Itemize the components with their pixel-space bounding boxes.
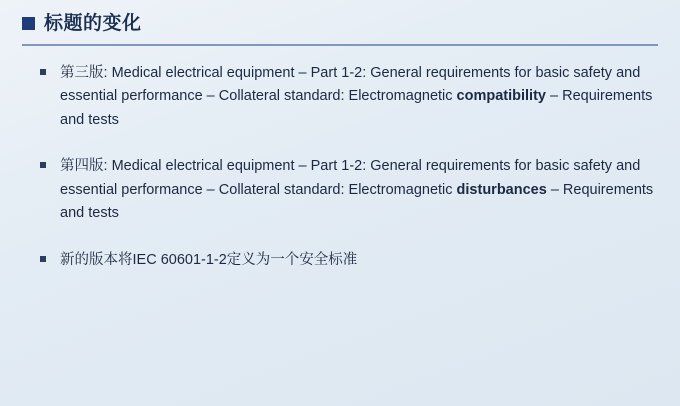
list-item-lead: 第三版: <box>60 65 112 81</box>
list-item-text <box>60 249 662 272</box>
bullet-list <box>40 62 662 295</box>
list-item-body-b: – Requirements and tests <box>60 181 654 222</box>
square-bullet-icon <box>40 69 46 75</box>
slide-title-row <box>22 14 142 33</box>
list-item <box>40 249 662 272</box>
list-item-lead: 第四版: <box>60 158 112 175</box>
square-bullet-icon <box>40 256 46 262</box>
list-item-emphasis: disturbances <box>456 181 547 198</box>
list-item-body-a: Medical electrical equipment – Part 1-2: General requirements for basic safety and essential performance – Collateral standard: Electromagnetic <box>60 65 641 105</box>
list-item-emphasis: compatibility <box>456 88 546 105</box>
list-item-body-a: Medical electrical equipment – Part 1-2: General requirements for basic safety and essential performance – Collateral standard: Electromagnetic <box>60 158 641 198</box>
title-divider <box>22 44 658 46</box>
list-item-text <box>60 155 662 225</box>
square-bullet-icon <box>22 17 35 30</box>
list-item-body-b: – Requirements and tests <box>60 88 653 128</box>
list-item <box>40 62 662 132</box>
list-item <box>40 155 662 225</box>
square-bullet-icon <box>40 162 46 168</box>
list-item-body-a: 新的版本将IEC 60601-1-2定义为一个安全标准 <box>60 251 358 268</box>
list-item-text <box>60 62 662 132</box>
page-title: 标题的变化 <box>44 13 142 34</box>
